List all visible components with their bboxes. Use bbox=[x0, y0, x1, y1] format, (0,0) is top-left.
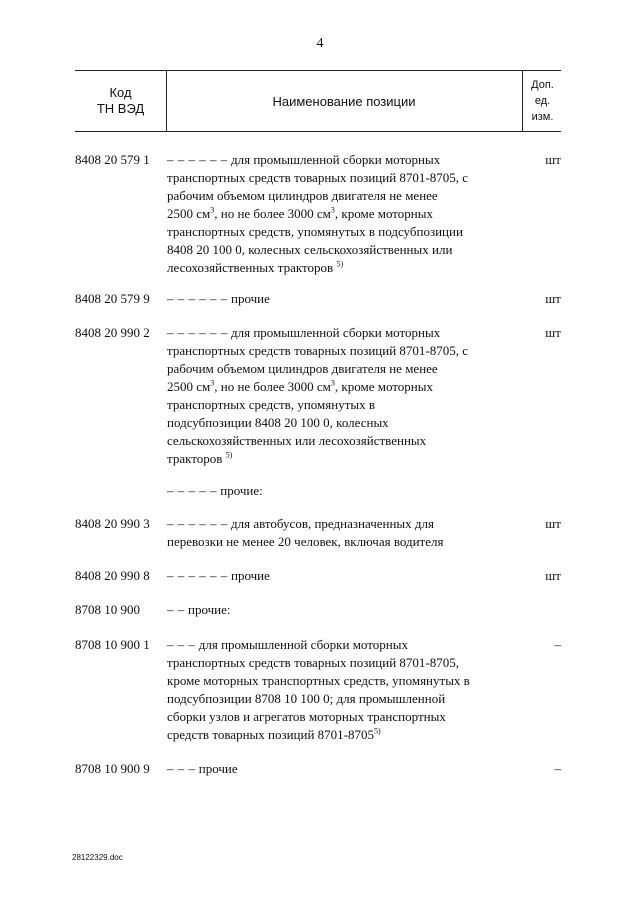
row-description bbox=[167, 601, 517, 619]
row-text: , кроме моторных bbox=[334, 206, 433, 221]
row-unit: – bbox=[554, 637, 561, 652]
header-code-line2: ТН ВЭД bbox=[96, 101, 145, 116]
row-description bbox=[167, 567, 517, 585]
row-code: 8408 20 579 9 bbox=[75, 291, 150, 306]
row-code: 8708 10 900 bbox=[75, 602, 140, 617]
row-text: рабочим объемом цилиндров двигателя не менее bbox=[167, 188, 438, 203]
row-text: прочие: bbox=[220, 483, 263, 498]
row-text: , но не более 3000 см bbox=[214, 379, 331, 394]
row-text: сельскохозяйственных или лесохозяйственных bbox=[167, 433, 427, 448]
footer-filename: 28122329.doc bbox=[72, 853, 123, 862]
footnote-ref: 5) bbox=[336, 259, 344, 269]
row-dashes: – – – – – – bbox=[167, 516, 228, 531]
footnote-ref: 5) bbox=[225, 450, 233, 460]
header-unit-line3: изм. bbox=[531, 111, 554, 123]
superscript: 3 bbox=[210, 205, 215, 215]
header-code-line1: Код bbox=[109, 85, 132, 100]
row-text: для промышленной сборки моторных bbox=[231, 152, 441, 167]
row-text: для автобусов, предназначенных для bbox=[231, 516, 434, 531]
row-text: прочие bbox=[231, 291, 270, 306]
superscript: 3 bbox=[210, 378, 215, 388]
row-dashes: – – bbox=[167, 602, 185, 617]
row-dashes: – – – bbox=[167, 637, 196, 652]
row-text: перевозки не менее 20 человек, включая водителя bbox=[167, 534, 444, 549]
row-dashes: – – – – – – bbox=[167, 291, 228, 306]
row-code: 8708 10 900 1 bbox=[75, 637, 150, 652]
row-text: средств товарных позиций 8701-8705 bbox=[167, 727, 375, 742]
row-dashes: – – – – – – bbox=[167, 152, 228, 167]
row-unit: шт bbox=[545, 516, 561, 531]
row-text: для промышленной сборки моторных bbox=[231, 325, 441, 340]
row-code: 8408 20 990 8 bbox=[75, 568, 150, 583]
superscript: 3 bbox=[330, 378, 335, 388]
row-code: 8408 20 579 1 bbox=[75, 152, 150, 167]
row-unit: шт bbox=[545, 325, 561, 340]
row-text: прочие: bbox=[188, 602, 231, 617]
row-text: транспортных средств товарных позиций 8701-8705, с bbox=[167, 170, 469, 185]
row-text: подсубпозиции 8708 10 100 0; для промышленной bbox=[167, 691, 446, 706]
row-dashes: – – – – – bbox=[167, 483, 217, 498]
row-dashes: – – – bbox=[167, 761, 196, 776]
row-text: , кроме моторных bbox=[334, 379, 433, 394]
header-unit-line1: Доп. bbox=[531, 79, 554, 91]
row-text: транспортных средств товарных позиций 8701-8705, с bbox=[167, 343, 469, 358]
header-name: Наименование позиции bbox=[272, 93, 416, 109]
row-code: 8408 20 990 3 bbox=[75, 516, 150, 531]
row-text: 2500 см bbox=[167, 206, 211, 221]
row-text: тракторов bbox=[167, 451, 226, 466]
row-text: кроме моторных транспортных средств, упомянутых в bbox=[167, 673, 470, 688]
row-text: лесохозяйственных тракторов bbox=[167, 260, 337, 275]
header-code bbox=[75, 71, 167, 131]
row-text: прочие bbox=[198, 761, 238, 776]
row-unit: шт bbox=[545, 152, 561, 167]
row-description bbox=[167, 636, 517, 744]
row-code: 8408 20 990 2 bbox=[75, 325, 150, 340]
row-text: для промышленной сборки моторных bbox=[198, 637, 408, 652]
page-number: 4 bbox=[316, 36, 324, 51]
footnote-ref: 5) bbox=[374, 726, 381, 736]
header-unit-line2: ед. bbox=[534, 95, 551, 107]
table-header bbox=[75, 70, 561, 132]
row-description bbox=[167, 760, 517, 778]
row-text: сборки узлов и агрегатов моторных транспортных bbox=[167, 709, 446, 724]
header-unit bbox=[522, 71, 562, 131]
row-text: подсубпозиции 8408 20 100 0, колесных bbox=[167, 415, 389, 430]
row-text: рабочим объемом цилиндров двигателя не менее bbox=[167, 361, 438, 376]
row-text: прочие bbox=[231, 568, 270, 583]
row-description bbox=[167, 482, 517, 500]
row-description bbox=[167, 515, 517, 551]
row-unit: шт bbox=[545, 568, 561, 583]
row-text: 8408 20 100 0, колесных сельскохозяйственных или bbox=[167, 242, 453, 257]
row-text: транспортных средств, упомянутых в подсубпозиции bbox=[167, 224, 463, 239]
row-code: 8708 10 900 9 bbox=[75, 761, 150, 776]
row-text: транспортных средств товарных позиций 8701-8705, bbox=[167, 655, 460, 670]
row-text: транспортных средств, упомянутых в bbox=[167, 397, 375, 412]
row-text: 2500 см bbox=[167, 379, 211, 394]
superscript: 3 bbox=[330, 205, 335, 215]
row-text: , но не более 3000 см bbox=[214, 206, 331, 221]
row-dashes: – – – – – – bbox=[167, 325, 228, 340]
row-description bbox=[167, 324, 517, 468]
row-unit: – bbox=[554, 761, 561, 776]
row-description bbox=[167, 290, 517, 308]
row-dashes: – – – – – – bbox=[167, 568, 228, 583]
row-unit: шт bbox=[545, 291, 561, 306]
row-description bbox=[167, 151, 517, 277]
